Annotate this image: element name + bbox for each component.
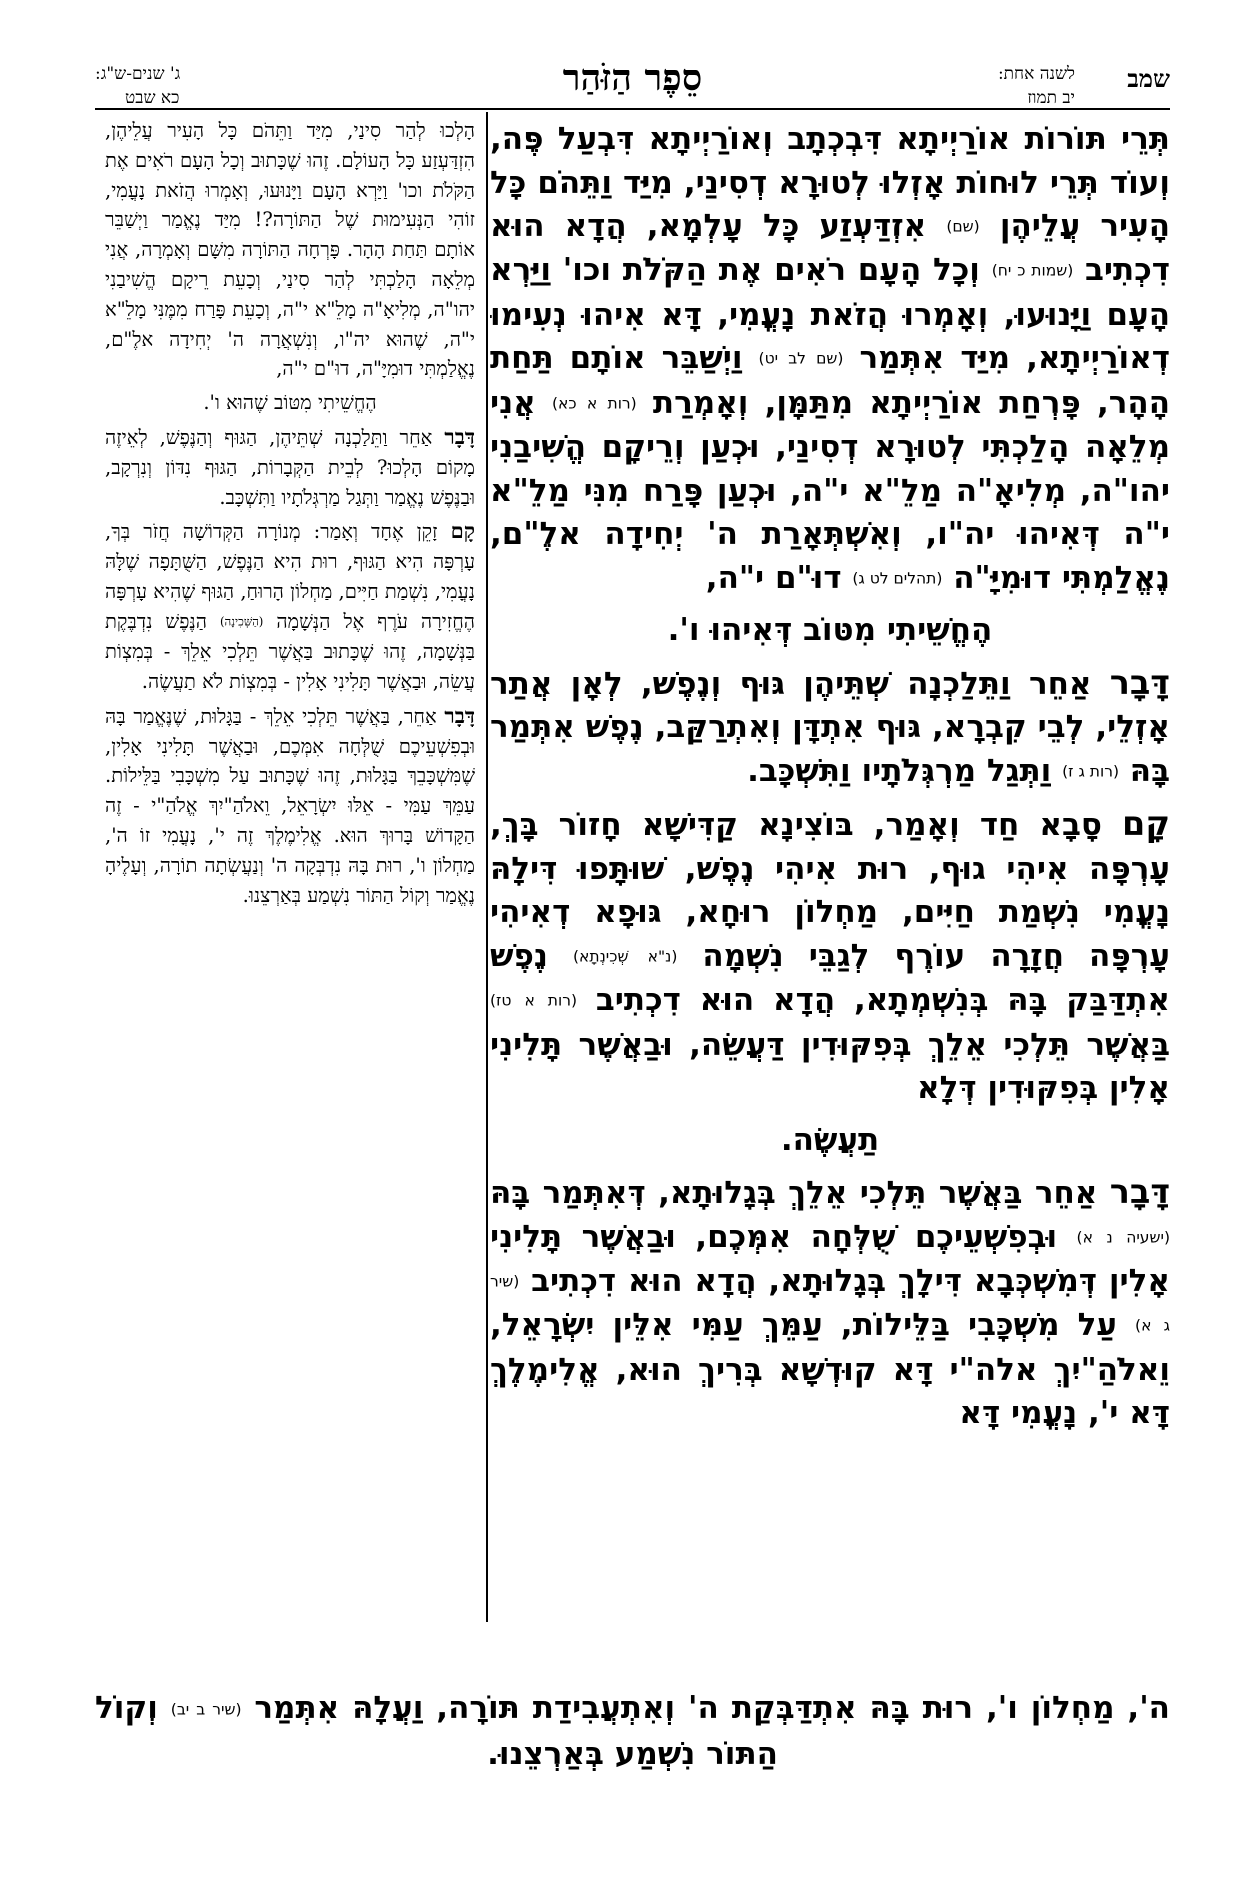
- text-segment: וְכָל הָעָם רֹאִים אֶת הַקֹּלֹת וכו' וַיַּרְא הָעָם וַיָּנוּעוּ, וְאָמְרוּ הֲזֹאת נָעֳמִי, דָּא אִיהוּ נְעִימוּ דְאוֹרַיְיתָא, מִיַּד אִתְּמַר: [490, 252, 1170, 377]
- text-segment: וּבְפִשְׁעֵיכֶם שֻׁלְּחָה אִמְּכֶם, וּבַאֲשֶׁר תָּלִינִי אָלִין דְּמִשְׁכְּבָא דִּילָךְ בְּגָלוּתָא, הֲדָא הוּא דִכְתִיב: [490, 1218, 1170, 1300]
- text-segment: אִזְדַּעְזַע כָּל עָלְמָא, הֲדָא הוּא דִכְתִיב: [490, 208, 1170, 289]
- text-segment: אַחֵר, בַּאֲשֶׁר תֵּלְכִי אֵלֵךְ - בַּגָּלוּת, שֶׁנֶּאֱמַר בָּהּ וּבְפִשְׁעֵיכֶם שֻׁלְּחָה אִמְּכֶם, וּבַאֲשֶׁר תָּלִינִי אָלִין, שֶׁמִּשְׁכָּבֵךְ בַּגָּלוּת, זֶהוּ שֶׁכָּתוּב עַל מִשְׁכָּבִי בַּלֵּילוֹת. עַמֵּךְ עַמִּי - אֵלּוּ יִשְׂרָאֵל, וֵאלֹהַ"יִךְ אֱלֹהַ"י - זֶה הַקָּדוֹשׁ בָּרוּךְ הוּא. אֱלִימֶלֶךְ זֶה י', נָעֳמִי זוֹ ה', מַחְלוֹן ו', רוּת בָּהּ נִדְבְּקָה ה' וְנַעֲשְׂתָה תוֹרָה, וְעָלֶיהָ נֶאֱמַר וְקוֹל הַתּוֹר נִשְׁמַע בְּאַרְצֵנוּ.: [105, 704, 475, 907]
- source-reference: (ישעיה נ א): [1076, 1228, 1170, 1247]
- source-reference: (תהלים לט ג): [852, 569, 943, 588]
- source-reference: (נ"א שְׁכִינְתָא): [573, 947, 678, 966]
- header-divider: [95, 108, 1170, 110]
- main-paragraph-3-end: תַעֲשֶׂה.: [780, 1121, 880, 1158]
- paragraph-lead-word: דָּבָר: [1109, 1172, 1170, 1212]
- source-reference: (רות א כא): [551, 394, 637, 413]
- text-segment: וַתְּגַל מַרְגְּלֹתָיו וַתִּשְׁכָּב.: [747, 752, 1052, 789]
- source-reference: (רות ג ז): [1062, 762, 1119, 781]
- date-left: כא שבט: [125, 88, 180, 108]
- column-divider: [486, 112, 488, 1622]
- main-paragraph-1: [490, 118, 1170, 601]
- text-segment: אַחֵר בַּאֲשֶׁר תֵּלְכִי אֵלֵךְ בְּגָלוּתָא, דְּאִתְּמַר בָּהּ: [490, 1175, 1098, 1212]
- main-paragraph-2: [490, 661, 1170, 794]
- page-number-label: שמב: [1127, 64, 1170, 93]
- text-segment: הָלְכוּ לְהַר סִינַי, מִיַּד וַתֵּהֹם כָּל הָעִיר עֲלֵיהֶן, הִזְדַּעְזַע כָּל הָעוֹלָם. זֶהוּ שֶׁכָּתוּב וְכָל הָעָם רֹאִים אֶת הַקֹּלֹת וכו' וַיַּרְא הָעָם וַיָּנוּעוּ, וְאָמְרוּ הֲזֹאת נָעֳמִי, זוֹהִי הַנְּעִימוּת שֶׁל הַתּוֹרָה?! מִיַּד נֶאֱמַר וַיְשַׁבֵּר אוֹתָם תַּחַת הָהָר. פָּרְחָה הַתּוֹרָה מִשָּׁם וְאָמְרָה, אֲנִי מְלֵאָה הָלַכְתִּי לְהַר סִינַי, וְכָעֵת רֵיקָם הֱשִׁיבַנִי יהו"ה, מְלִיאָ"ה מָלֵ"א י"ה, וְכָעֵת פָּרַח מִמֶּנִּי מָלֵ"א י"ה, שֶׁהוּא יה"ו, וְנִשְׁאֲרָה ה' יְחִידָה אלֶ"ם, נֶאֱלַמְתִּי דוּמִיָּ"ה, דוּ"ם י"ה,: [105, 119, 475, 381]
- main-paragraph-3: [490, 802, 1170, 1111]
- text-segment: אֲנִי מְלֵאָה הָלַכְתִּי לְטוּרָא דְסִינַי, וּכְעַן וְרֵיקָם הֱשִׁיבַנִי יהו"ה, מְלִיאָ"ה מַלֵ"א י"ה, וּכְעַן פָּרַח מִנִּי מַלֵ"א י"ה דְּאִיהוּ יה"ו, וְאִשְׁתְּאָרַת ה' יְחִידָה אלֶ"ם, נֶאֱלַמְתִּי דוּמִיָּ"ה: [490, 384, 1170, 596]
- source-reference: (שמות כ יח): [991, 262, 1074, 281]
- book-title: סֵפֶר הַזֹּהַר: [562, 57, 703, 99]
- text-segment: זָקֵן אֶחָד וְאָמַר: מְנוֹרָה הַקְּדוֹשָׁה חֲזֹר בְּךָ, עָרְפָּה הִיא הַגּוּף, רוּת הִיא הַנֶּפֶשׁ, הַשֻּׁתָּפָה שֶׁלָּהּ נָעֳמִי, נִשְׁמַת חַיִּים, מַחְלוֹן הָרוּחַ, הַגּוּף שֶׁהִיא עָרְפָּה הֶחֱזִירָה עֹרֶף אֶל הַנְּשָׁמָה: [105, 520, 475, 633]
- text-segment: ה', מַחְלוֹן ו', רוּת בָּהּ אִתְדַּבְּקַת ה' וְאִתְעֲבִידַת תּוֹרָה, וַעֲלָהּ אִתְּמַר: [254, 1690, 1170, 1726]
- text-segment: דוּ"ם י"ה,: [705, 559, 842, 596]
- text-segment: תְּרֵי תּוֹרוֹת אוֹרַיְיתָא דִּבְכְתָב וְאוֹרַיְיתָא דִּבְעַל פֶּה, וְעוֹד תְּרֵי לוּחוֹת אָזְלוּ לְטוּרָא דְסִינַי, מִיַּד וַתֵּהֹם כָּל הָעִיר עֲלֵיהֶן: [490, 121, 1170, 245]
- side-paragraph-1-end: הֶחֱשֵׁיתִי מִטּוֹב שֶׁהוּא ו'.: [203, 391, 377, 415]
- text-segment: בַּאֲשֶׁר תֵּלְכִי אֵלֵךְ בְּפִקּוּדִין דַּעֲשֵׂה, וּבַאֲשֶׁר תָּלִינִי אָלִין בְּפִקּוּדִין דְּלָא: [490, 1026, 1170, 1107]
- main-text-column: [490, 118, 1170, 1683]
- paragraph-lead-word: קָם: [1122, 804, 1170, 844]
- text-segment: עַל מִשְׁכָּבִי בַּלֵּילוֹת, עַמֵּךְ עַמִּי אִלֵּין יִשְׂרָאֵל, וֵאלֹהַ"יִךְ אלה"י דָּא קוּדְשָׁא בְּרִיךְ הוּא, אֱלִימֶלֶךְ דָּא י', נָעֳמִי דָּא: [490, 1307, 1170, 1432]
- side-paragraph-4: [105, 701, 475, 911]
- text-segment: אַחֵר וַתֵּלַכְנָה שְׁתֵּיהֶן גּוּף וְנֶפֶשׁ, לְאָן אֲתַר אָזְלֵי, לְבֵי קִבְרָא, גּוּף אִתְדָּן וְאִתְרַקַּב, נֶפֶשׁ אִתְּמַר בָּהּ: [490, 665, 1170, 789]
- side-paragraph-2: [105, 422, 475, 512]
- translation-column: [105, 116, 475, 1616]
- source-reference: (רות א טז): [490, 991, 577, 1010]
- source-reference: (שיר ג א): [490, 1272, 1170, 1336]
- text-segment: נֶפֶשׁ אִתְדַּבַּק בָּהּ בְּנִשְׁמְתָא, הֲדָא הוּא דִכְתִיב: [490, 937, 1170, 1019]
- text-segment: סָבָא חַד וְאָמַר, בּוֹצִינָא קַדִּישָׁא חָזוֹר בָּךְ, עָרְפָּה אִיהִי גוּף, רוּת אִיהִי נֶפֶשׁ, שׁוּתָּפוּ דִּילָהּ נָעֳמִי נִשְׁמַת חַיִּים, מַחְלוֹן רוּחָא, גּוּפָא דְאִיהִי עָרְפָּה חֲזָרָה עוֹרֶף לְגַבֵּי נִשְׁמָה: [490, 807, 1170, 974]
- main-paragraph-1-end: הֶחֱשֵׁיתִי מִטּוֹב דְּאִיהוּ ו'.: [667, 612, 993, 649]
- text-segment: הַנֶּפֶשׁ נִדְבֶּקֶת בַּנְּשָׁמָה, זֶהוּ שֶׁכָּתוּב בַּאֲשֶׁר תֵּלְכִי אֵלֵךְ - בְּמִצְוֹת עֲשֵׂה, וּבַאֲשֶׁר תָּלִינִי אָלִין - בְּמִצְוֹת לֹא תַעֲשֶׂה.: [105, 609, 475, 693]
- paragraph-lead-word: דָּבָר: [444, 702, 475, 728]
- paragraph-lead-word: דָּבָר: [1109, 662, 1170, 702]
- page-header: [95, 58, 1170, 112]
- source-reference: (שם לב יט): [758, 350, 844, 369]
- date-right: יב תמוז: [1027, 88, 1075, 108]
- yearly-label: לשנה אחת:: [997, 64, 1075, 84]
- bottom-text: [95, 1686, 1170, 1786]
- side-paragraph-1: [105, 116, 475, 384]
- source-reference: (הַשְּׁכִינָה): [219, 614, 264, 629]
- side-paragraph-3: [105, 516, 475, 696]
- source-reference: (שיר ב יב): [170, 1700, 242, 1719]
- text-segment: אַחֵר וַתֵּלַכְנָה שְׁתֵּיהֶן, הַגּוּף וְהַנֶּפֶשׁ, לְאֵיזֶה מָקוֹם הָלְכוּ? לְבֵית הַקְּבָרוֹת, הַגּוּף נִדּוֹן וְנִרְקָב, וּבַנֶּפֶשׁ נֶאֱמַר וַתְּגַל מַרְגְּלֹתָיו וַתִּשְׁכָּב.: [105, 425, 475, 509]
- paragraph-lead-word: קָם: [450, 518, 475, 544]
- main-paragraph-4: [490, 1170, 1170, 1436]
- paragraph-lead-word: דָּבָר: [444, 423, 475, 449]
- text-segment: וַיְשַׁבֵּר אוֹתָם תַּחַת הָהָר, פָּרְחַת אוֹרַיְיתָא מִתַּמָּן, וְאָמְרַת: [490, 340, 1170, 421]
- volume-label: ג' שנים-ש"ג:: [95, 64, 181, 84]
- text-segment: וְקוֹל הַתּוֹר נִשְׁמַע בְּאַרְצֵנוּ.: [95, 1690, 778, 1772]
- source-reference: (שם): [946, 217, 980, 236]
